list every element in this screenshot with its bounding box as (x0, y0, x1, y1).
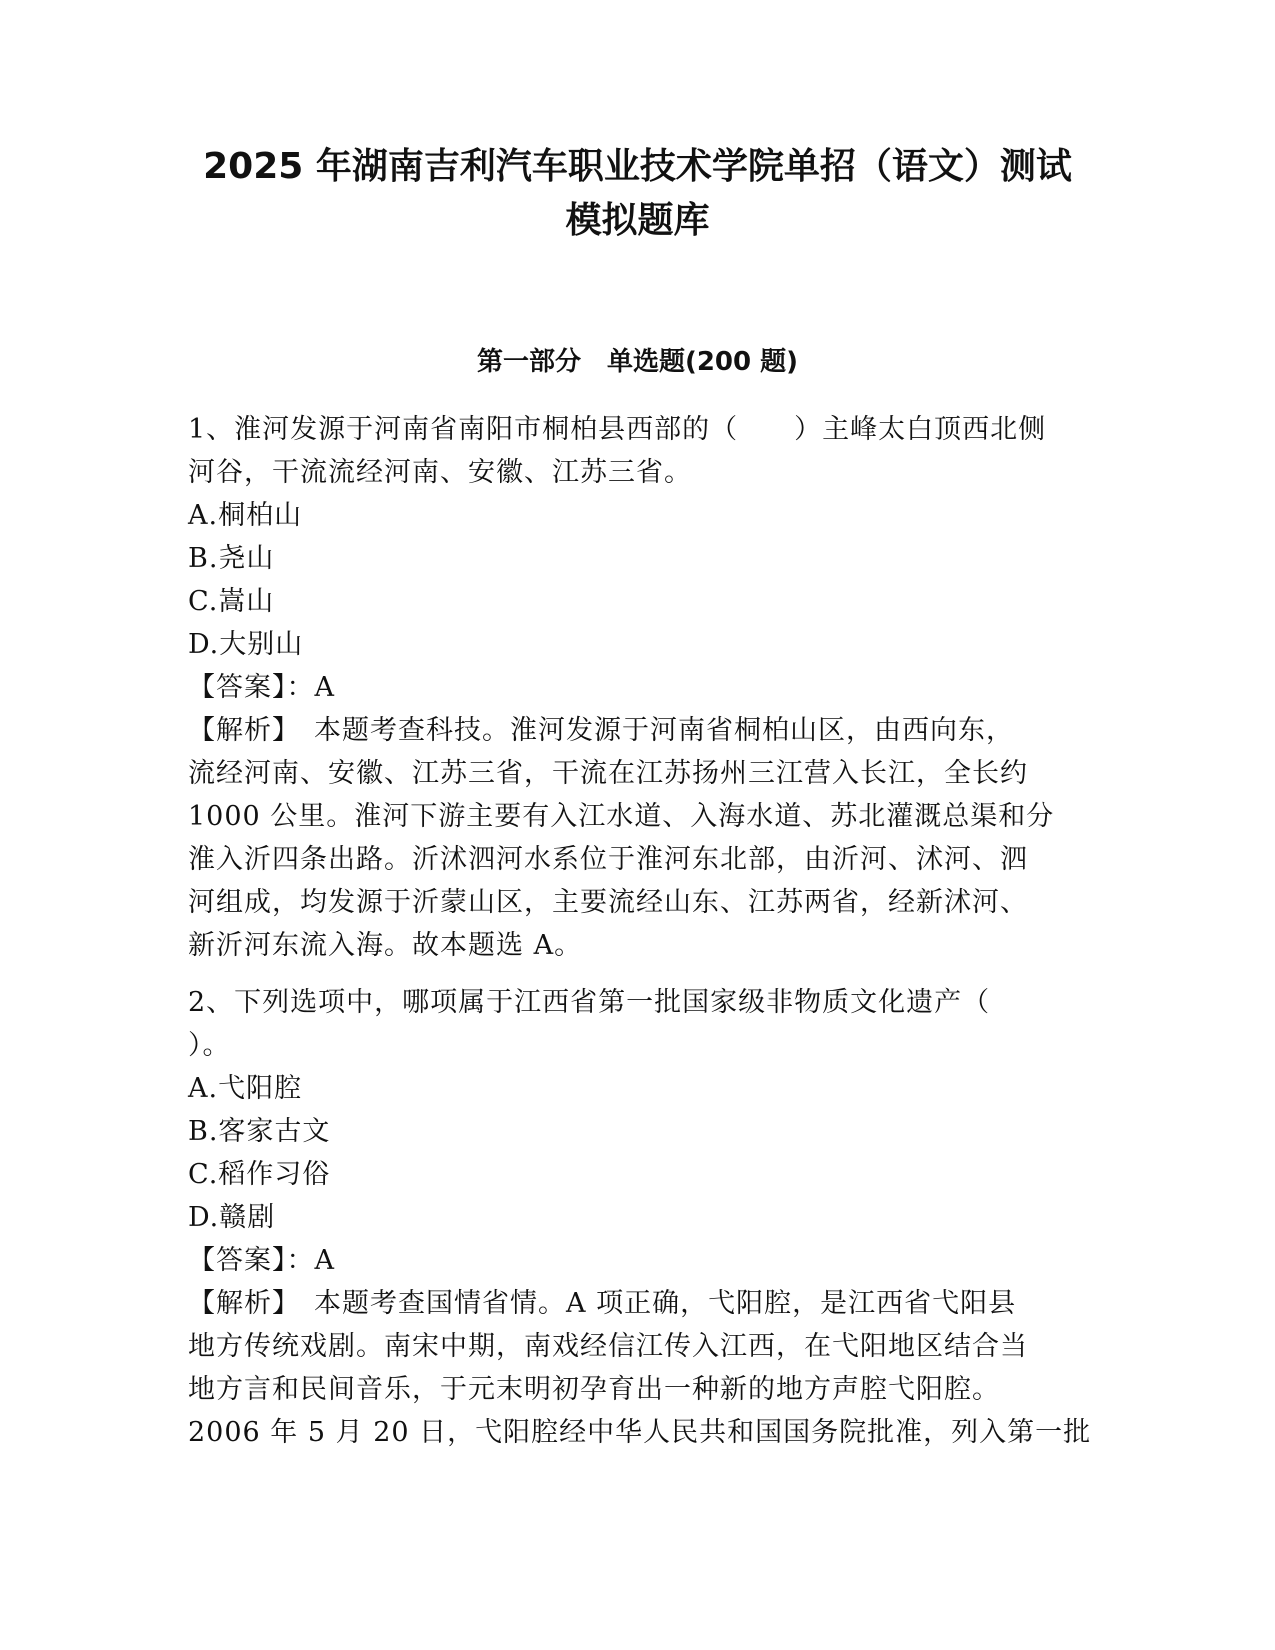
question-stem-line: 2、下列选项中，哪项属于江西省第一批国家级非物质文化遗产（ (188, 987, 991, 1018)
answer-line (188, 666, 1088, 709)
option-c: C.嵩山 (188, 586, 275, 617)
option-a: A.桐柏山 (188, 500, 303, 531)
answer-value: A (314, 1245, 335, 1276)
analysis-label: 【解析】 (188, 1288, 300, 1319)
option-b: B.尧山 (188, 543, 275, 574)
question-2 (188, 981, 1092, 1454)
analysis-line: 地方言和民间音乐，于元末明初孕育出一种新的地方声腔弋阳腔。 (188, 1374, 1000, 1405)
analysis-line: 地方传统戏剧。南宋中期，南戏经信江传入江西，在弋阳地区结合当 (188, 1331, 1028, 1362)
document-title-line-2: 模拟题库 (565, 200, 710, 241)
analysis-text: 本题考查科技。淮河发源于河南省桐柏山区，由西向东， (314, 715, 1014, 746)
answer-value: A (314, 672, 335, 703)
analysis-line: 新沂河东流入海。故本题选 A。 (188, 930, 583, 961)
answer-line (188, 1239, 1088, 1282)
option-b: B.客家古文 (188, 1116, 331, 1147)
analysis-line: 1000 公里。淮河下游主要有入江水道、入海水道、苏北灌溉总渠和分 (188, 801, 1055, 832)
analysis-label: 【解析】 (188, 715, 300, 746)
option-d: D.赣剧 (188, 1202, 276, 1233)
analysis-line: 淮入沂四条出路。沂沭泗河水系位于淮河东北部，由沂河、沭河、泗 (188, 844, 1028, 875)
option-d: D.大别山 (188, 629, 304, 660)
document-title-line-1: 2025 年湖南吉利汽车职业技术学院单招（语文）测试 (203, 146, 1072, 187)
analysis-line: 河组成，均发源于沂蒙山区，主要流经山东、江苏两省，经新沭河、 (188, 887, 1028, 918)
question-stem-line: 1、淮河发源于河南省南阳市桐柏县西部的（ ）主峰太白顶西北侧 (188, 414, 1047, 445)
analysis-line: 2006 年 5 月 20 日，弋阳腔经中华人民共和国国务院批准，列入第一批 (188, 1417, 1092, 1448)
document-title (0, 140, 1275, 248)
analysis-line: 流经河南、安徽、江苏三省，干流在江苏扬州三江营入长江，全长约 (188, 758, 1028, 789)
question-list (188, 408, 1092, 1468)
analysis-text: 本题考查国情省情。A 项正确，弋阳腔，是江西省弋阳县 (314, 1288, 1017, 1319)
answer-label: 【答案】： (188, 1245, 315, 1276)
answer-label: 【答案】： (188, 672, 315, 703)
analysis-line (188, 709, 1088, 752)
question-1 (188, 408, 1088, 967)
question-stem-line: 河谷，干流流经河南、安徽、江苏三省。 (188, 457, 692, 488)
question-stem-line: ）。 (188, 1030, 231, 1061)
option-c: C.稻作习俗 (188, 1159, 331, 1190)
analysis-line (188, 1282, 1088, 1325)
section-heading: 第一部分 单选题(200 题) (476, 347, 799, 377)
option-a: A.弋阳腔 (188, 1073, 303, 1104)
